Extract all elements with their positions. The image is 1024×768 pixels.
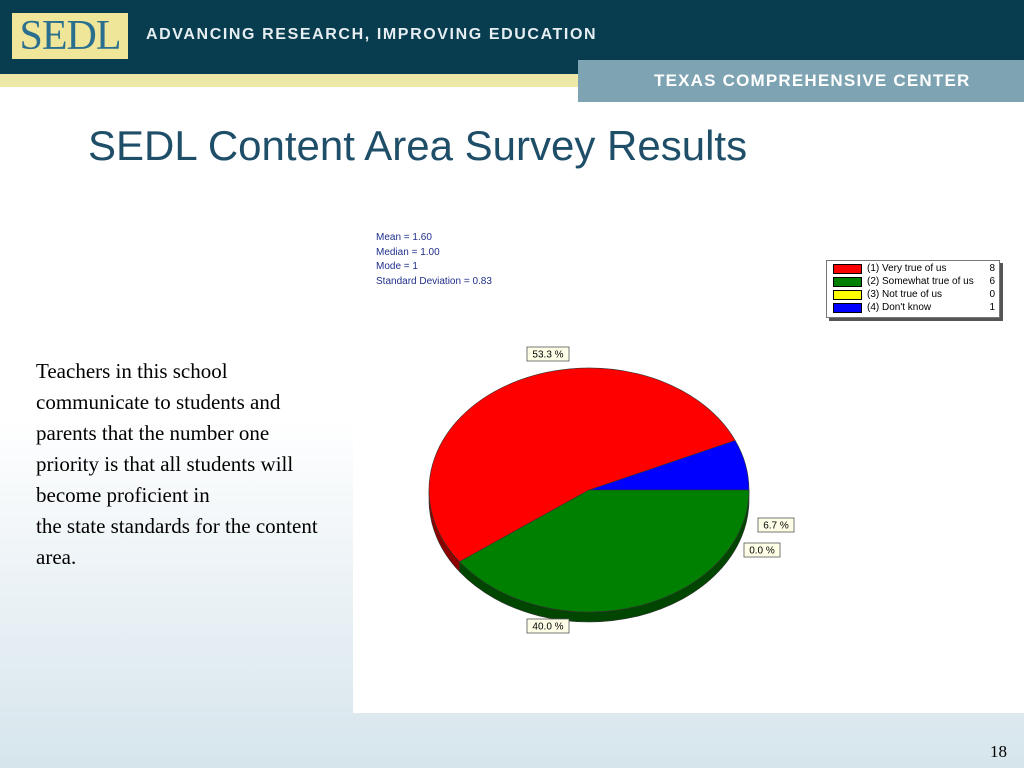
question-line: parents that the number one — [36, 421, 270, 445]
question-line: communicate to students and — [36, 390, 281, 414]
pie-percent-label: 0.0 % — [749, 545, 775, 557]
header-tagline: ADVANCING RESEARCH, IMPROVING EDUCATION — [146, 26, 598, 43]
pie-percent-label: 40.0 % — [532, 621, 564, 633]
stat-std-dev: Standard Deviation = 0.83 — [376, 275, 492, 287]
legend-label: (2) Somewhat true of us — [867, 276, 974, 287]
stat-mean: Mean = 1.60 — [376, 232, 432, 243]
center-banner-text: TEXAS COMPREHENSIVE CENTER — [654, 71, 971, 90]
legend-count: 8 — [989, 263, 995, 274]
question-line: Teachers in this school — [36, 359, 228, 383]
slide-title: SEDL Content Area Survey Results — [88, 122, 748, 169]
legend-count: 1 — [989, 302, 995, 313]
legend-label: (1) Very true of us — [867, 263, 947, 274]
question-line: become proficient in — [36, 483, 210, 507]
legend-count: 0 — [989, 289, 995, 300]
legend-label: (3) Not true of us — [867, 289, 943, 300]
question-line: priority is that all students will — [36, 452, 294, 476]
pie-percent-label: 6.7 % — [763, 520, 789, 532]
page-number: 18 — [990, 742, 1007, 761]
question-line: area. — [36, 545, 77, 569]
legend-label: (4) Don't know — [867, 302, 932, 313]
pie-percent-label: 53.3 % — [532, 349, 564, 361]
stat-mode: Mode = 1 — [376, 261, 418, 272]
legend-count: 6 — [989, 276, 995, 287]
question-line: the state standards for the content — [36, 514, 318, 538]
sedl-logo-text: SEDL — [19, 13, 121, 59]
stat-median: Median = 1.00 — [376, 246, 440, 258]
